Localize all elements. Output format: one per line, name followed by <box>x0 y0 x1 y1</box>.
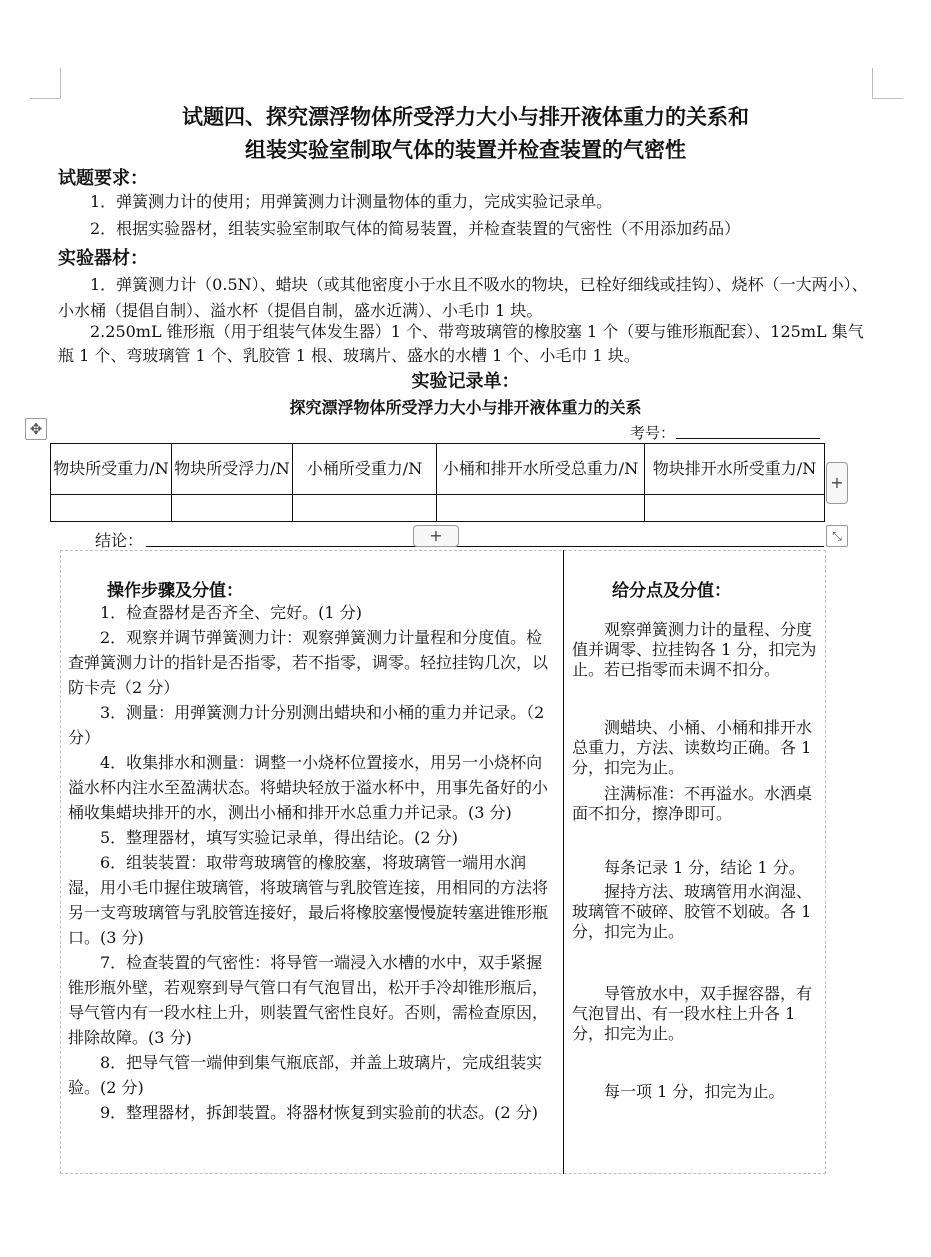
point-item <box>572 858 818 878</box>
step-item: 1．检查器材是否齐全、完好。(1 分) <box>100 603 362 622</box>
record-table <box>50 443 825 522</box>
page-corner-marker-left <box>30 68 61 99</box>
column-header: 小桶所受重力/N <box>293 444 437 495</box>
column-header: 物块排开水所受重力/N <box>645 444 825 495</box>
column-header: 小桶和排开水所受总重力/N <box>437 444 645 495</box>
step-item: 8．把导气管一端伸到集气瓶底部，并盖上玻璃片，完成组装实验。(2 分) <box>68 1053 543 1097</box>
point-text: 观察弹簧测力计的量程、分度值并调零、拉挂钩各 1 分，扣完为止。若已指零而未调不扣分。 <box>572 620 817 679</box>
step-item: 3．测量：用弹簧测力计分别测出蜡块和小桶的重力并记录。（2 分） <box>68 703 545 747</box>
column-header: 物块所受重力/N <box>51 444 172 495</box>
record-table-header-row <box>51 444 825 495</box>
add-row-button[interactable]: + <box>413 525 459 547</box>
requirement-item-1: 1．弹簧测力计的使用；用弹簧测力计测量物体的重力，完成实验记录单。 <box>90 192 613 211</box>
point-item <box>572 620 818 680</box>
record-sheet-subtitle: 探究漂浮物体所受浮力大小与排开液体重力的关系 <box>289 398 642 417</box>
conclusion-field[interactable] <box>146 546 824 547</box>
point-item <box>572 1082 818 1102</box>
step-item: 9．整理器材，拆卸装置。将器材恢复到实验前的状态。(2 分) <box>100 1103 538 1122</box>
steps-heading: 操作步骤及分值： <box>107 581 243 601</box>
document-title-line1: 试题四、探究漂浮物体所受浮力大小与排开液体重力的关系和 <box>182 105 749 129</box>
document-title-line2: 组装实验室制取气体的装置并检查装置的气密性 <box>245 138 686 162</box>
materials-item-1: 1．弹簧测力计（0.5N）、蜡块（或其他密度小于水且不吸水的物块，已栓好细线或挂钩）、烧杯（一大两小）、小水桶（提倡自制）、溢水杯（提倡自制，盛水近满）、小毛巾 1 块。 <box>58 275 868 320</box>
point-item <box>572 718 818 778</box>
requirement-item-2: 2．根据实验器材，组装实验室制取气体的简易装置，并检查装置的气密性（不用添加药品） <box>90 219 741 238</box>
page-corner-marker-right <box>872 68 903 99</box>
point-text: 导管放水中，双手握容器，有气泡冒出、有一段水柱上升各 1 分，扣完为止。 <box>572 984 813 1043</box>
record-sheet-heading: 实验记录单： <box>411 371 520 392</box>
point-item <box>572 984 818 1044</box>
operation-steps <box>68 600 558 1125</box>
step-item: 6．组装装置：取带弯玻璃管的橡胶塞，将玻璃管一端用水润湿，用小毛巾握住玻璃管，将玻璃管与乳胶管连接，用相同的方法将另一支弯玻璃管与乳胶管连接好，最后将橡胶塞慢慢旋转塞进锥形瓶口。(3 分) <box>68 853 549 947</box>
record-table-data-row <box>51 495 825 522</box>
conclusion-label: 结论： <box>95 531 144 550</box>
point-text: 注满标准：不再溢水。水洒桌面不扣分，擦净即可。 <box>572 784 813 823</box>
step-item: 7．检查装置的气密性：将导管一端浸入水槽的水中，双手紧握锥形瓶外壁，若观察到导气管口有气泡冒出，松开手冷却锥形瓶后，导气管内有一段水柱上升，则装置气密性良好。否则，需检查原因，排除故障。(3 分) <box>68 953 549 1047</box>
point-text: 握持方法、玻璃管用水润湿、玻璃管不破碎、胶管不划破。各 1 分，扣完为止。 <box>572 882 813 941</box>
step-item: 2．观察并调节弹簧测力计：观察弹簧测力计量程和分度值。检查弹簧测力计的指针是否指零，若不指零，调零。轻拉挂钩几次，以防卡壳（2 分） <box>68 628 549 697</box>
table-resize-handle-icon[interactable]: ⤡ <box>826 525 848 547</box>
points-heading: 给分点及分值： <box>612 581 731 601</box>
table-cell[interactable] <box>172 495 293 522</box>
add-column-button[interactable]: + <box>826 462 848 504</box>
materials-heading: 实验器材： <box>58 248 148 269</box>
table-cell[interactable] <box>645 495 825 522</box>
exam-number-label: 考号： <box>630 424 676 442</box>
requirements-heading: 试题要求： <box>58 168 148 189</box>
point-text: 测蜡块、小桶、小桶和排开水总重力，方法、读数均正确。各 1 分，扣完为止。 <box>572 718 813 777</box>
table-cell[interactable] <box>293 495 437 522</box>
materials-item-2: 2.250mL 锥形瓶（用于组装气体发生器）1 个、带弯玻璃管的橡胶塞 1 个（要与锥形瓶配套）、125mL 集气瓶 1 个、弯玻璃管 1 个、乳胶管 1 根、玻璃片、盛水的水槽 1 个、小毛巾 1 块。 <box>58 322 864 365</box>
table-cell[interactable] <box>437 495 645 522</box>
table-cell[interactable] <box>51 495 172 522</box>
scoring-column-divider <box>563 550 564 1174</box>
step-item: 4．收集排水和测量：调整一小烧杯位置接水，用另一小烧杯向溢水杯内注水至盈满状态。将蜡块轻放于溢水杯中，用事先备好的小桶收集蜡块排开的水，测出小桶和排开水总重力并记录。(3 分) <box>68 753 549 822</box>
step-item: 5．整理器材，填写实验记录单，得出结论。(2 分) <box>100 828 458 847</box>
point-item <box>572 784 818 824</box>
column-header: 物块所受浮力/N <box>172 444 293 495</box>
exam-number-field[interactable] <box>676 438 820 439</box>
table-move-handle-icon[interactable]: ✥ <box>25 418 47 440</box>
point-item <box>572 882 818 942</box>
point-text: 每一项 1 分，扣完为止。 <box>604 1082 785 1101</box>
point-text: 每条记录 1 分，结论 1 分。 <box>604 858 805 877</box>
